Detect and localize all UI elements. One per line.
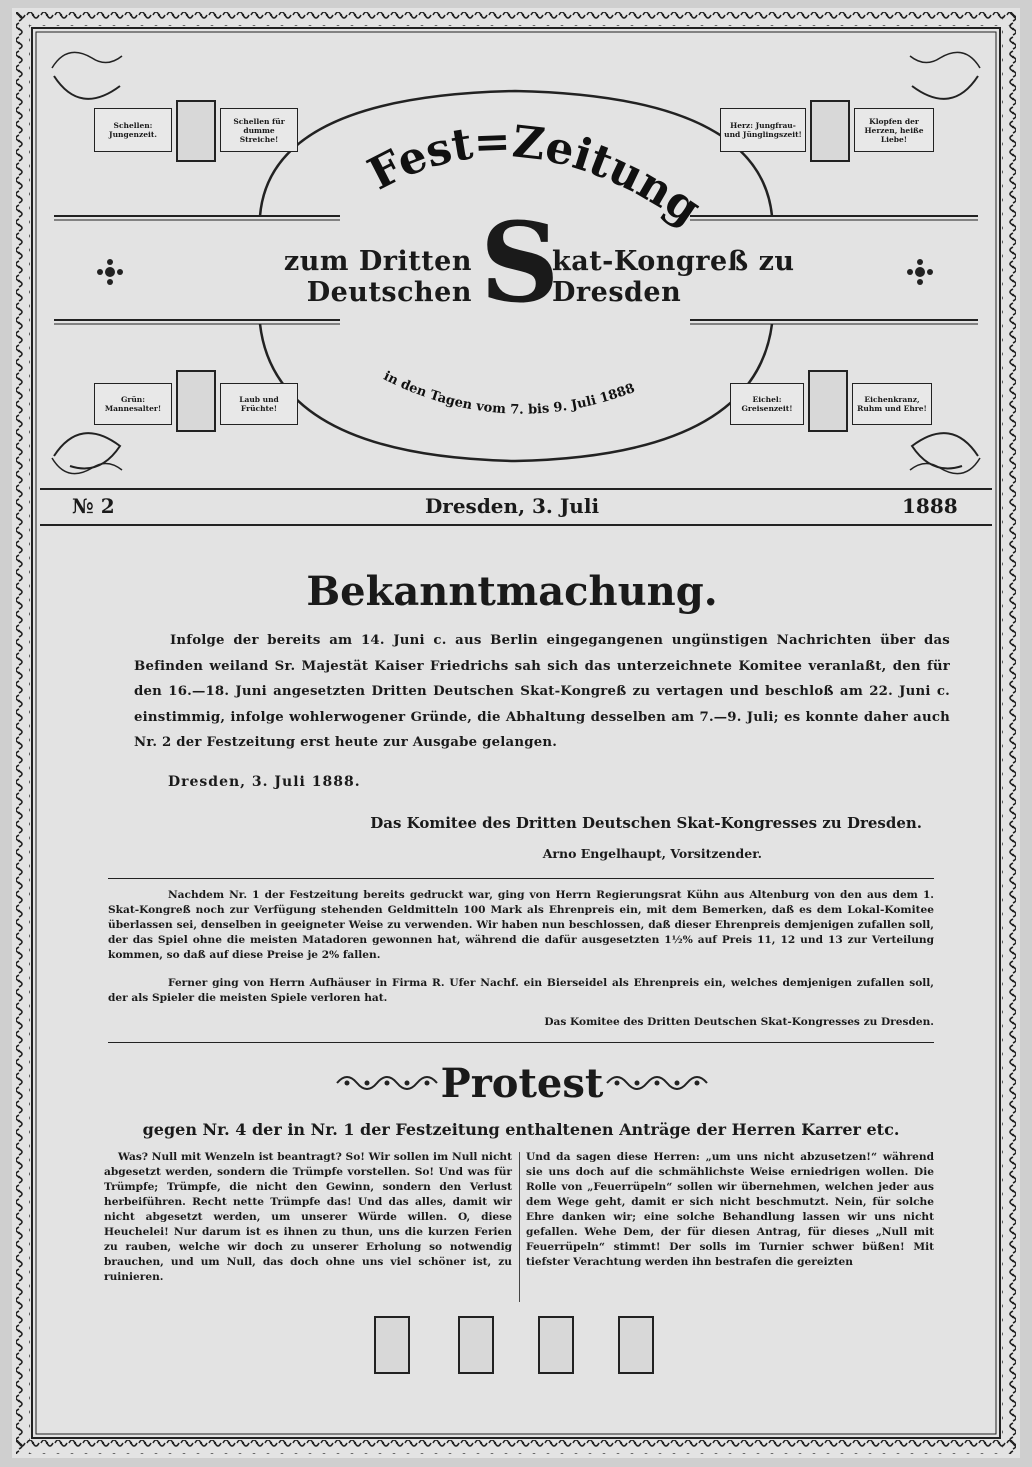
newspaper-page bbox=[12, 8, 1020, 1458]
playing-card-knave-icon bbox=[538, 1316, 574, 1374]
card-caption-acorns: Eichel: Greisenzeit! bbox=[730, 383, 804, 425]
masthead-subtitle-right: kat-Kongreß zu Dresden bbox=[552, 246, 795, 308]
notice-top-rule bbox=[108, 878, 934, 879]
protest-heading: Protest bbox=[440, 1060, 604, 1107]
playing-card-knave-icon bbox=[176, 100, 216, 162]
protest-subheading: gegen Nr. 4 der in Nr. 1 der Festzeitung enthaltenen Anträge der Herren Karrer etc. bbox=[142, 1120, 900, 1139]
card-caption-green: Grün: Mannesalter! bbox=[94, 383, 172, 425]
masthead-title: Fest=Zeitung bbox=[360, 115, 710, 235]
card-caption-love: Klopfen der Herzen, heiße Liebe! bbox=[854, 108, 934, 152]
playing-card-knave-icon bbox=[808, 370, 848, 432]
announcement-heading: Bekanntmachung. bbox=[306, 568, 718, 615]
announcement-signature: Das Komitee des Dritten Deutschen Skat-Kongresses zu Dresden. bbox=[370, 814, 922, 832]
playing-card-knave-icon bbox=[618, 1316, 654, 1374]
card-caption-bells: Schellen für dumme Streiche! bbox=[220, 108, 298, 152]
ornament-left-icon bbox=[332, 1068, 442, 1098]
protest-column-2: Und da sagen diese Herren: „um uns nicht abzusetzen!“ während sie uns doch auf die schmählichste Weise erniedrigen wollen. Die Rolle von „Feuerrüpeln“ sollen wir übernehmen, welchen jeder aus dem Wege geht, damit er sich nicht beschmutzt. Nein, für solche Ehre danken wir; eine solche Behandlung lassen wir uns nicht gefallen. Wehe Dem, der für diesen Antrag, für dieses „Null mit Feuerrüpeln“ stimmt! Der solls im Turnier schwer büßen! Mit tiefster Verachtung werden ihn bestrafen die gereizten bbox=[526, 1151, 934, 1268]
issue-place-date: Dresden, 3. Juli bbox=[424, 494, 600, 518]
playing-card-knave-icon bbox=[176, 370, 216, 432]
notice-body-1: Nachdem Nr. 1 der Festzeitung bereits gedruckt war, ging von Herrn Regierungsrat Kühn aus Altenburg von den aus dem 1. Skat-Kongreß noch zur Verfügung stehenden Geldmitteln 100 Mark als Ehrenpreis ein, mit dem Bemerken, daß es dem Lokal-Komitee überlassen sei, denselben in geeigneter Weise zu verwenden. Wir haben nun beschlossen, daß dieser Ehrenpreis demjenigen zufallen soll, der das Spiel ohne die meisten Matadoren gewonnen hat, während die dafür ausgesetzten 1½% auf Preis 11, 12 und 13 zur Verteilung kommen, so daß auf diese Preise je 2% fallen. bbox=[108, 889, 934, 961]
issue-bar-bottom-rule bbox=[40, 524, 992, 526]
card-caption-hearts: Herz: Jungfrau- und Jünglingszeit! bbox=[720, 108, 806, 152]
notice-body-2: Ferner ging von Herrn Aufhäuser in Firma R. Ufer Nachf. ein Bierseidel als Ehrenpreis ein, welches demjenigen zufallen soll, der als Spieler die meisten Spiele verloren hat. bbox=[108, 977, 934, 1004]
card-caption-hearts-left: Schellen: Jungenzeit. bbox=[94, 108, 172, 152]
announcement-dateline: Dresden, 3. Juli 1888. bbox=[168, 774, 361, 790]
playing-card-knave-icon bbox=[458, 1316, 494, 1374]
issue-bar-top-rule bbox=[40, 488, 992, 490]
playing-card-knave-icon bbox=[374, 1316, 410, 1374]
announcement-body: Infolge der bereits am 14. Juni c. aus Berlin eingegangenen ungünstigen Nachrichten über das Befinden weiland Sr. Majestät Kaiser Friedrichs sah sich das unterzeichnete Komitee veranlaßt, den für den 16.—18. Juni angesetzten Dritten Deutschen Skat-Kongreß zu vertagen und beschloß am 22. Juni c. einstimmig, infolge wohlerwogener Gründe, die Abhaltung desselben am 7.—9. Juli; es konnte daher auch Nr. 2 der Festzeitung erst heute zur Ausgabe gelangen. bbox=[134, 633, 950, 750]
masthead-subtitle-left: zum Dritten Deutschen bbox=[283, 246, 472, 308]
card-caption-wreath: Eichenkranz, Ruhm und Ehre! bbox=[852, 383, 932, 425]
masthead-dates: in den Tagen vom 7. bis 9. Juli 1888 bbox=[380, 368, 638, 418]
playing-card-knave-icon bbox=[810, 100, 850, 162]
issue-year: 1888 bbox=[902, 494, 958, 518]
notice-signature: Das Komitee des Dritten Deutschen Skat-Kongresses zu Dresden. bbox=[544, 1016, 934, 1028]
announcement-chair: Arno Engelhaupt, Vorsitzender. bbox=[542, 846, 762, 861]
ornament-right-icon bbox=[602, 1068, 712, 1098]
issue-number: № 2 bbox=[72, 494, 115, 518]
column-divider bbox=[519, 1152, 520, 1302]
masthead-initial: S bbox=[480, 198, 560, 327]
notice-bottom-rule bbox=[108, 1042, 934, 1043]
card-caption-leaves: Laub und Früchte! bbox=[220, 383, 298, 425]
protest-column-1: Was? Null mit Wenzeln ist beantragt? So! Wir sollen im Null nicht abgesetzt werden, sondern die Trümpfe vorstellen. So! Und was für Trümpfe; Trümpfe, die nicht den Gewinn, sondern den Verlust herbeiführen. Recht nette Trümpfe das! Und das alles, damit wir nicht abgesetzt werden, um unserer Würde willen. O, diese Heuchelei! Nur darum ist es ihnen zu thun, uns die kurzen Ferien zu rauben, welche wir doch zu unserer Erholung so notwendig brauchen, und um Null, das doch ohne uns viel schöner ist, zu ruinieren. bbox=[104, 1151, 512, 1283]
